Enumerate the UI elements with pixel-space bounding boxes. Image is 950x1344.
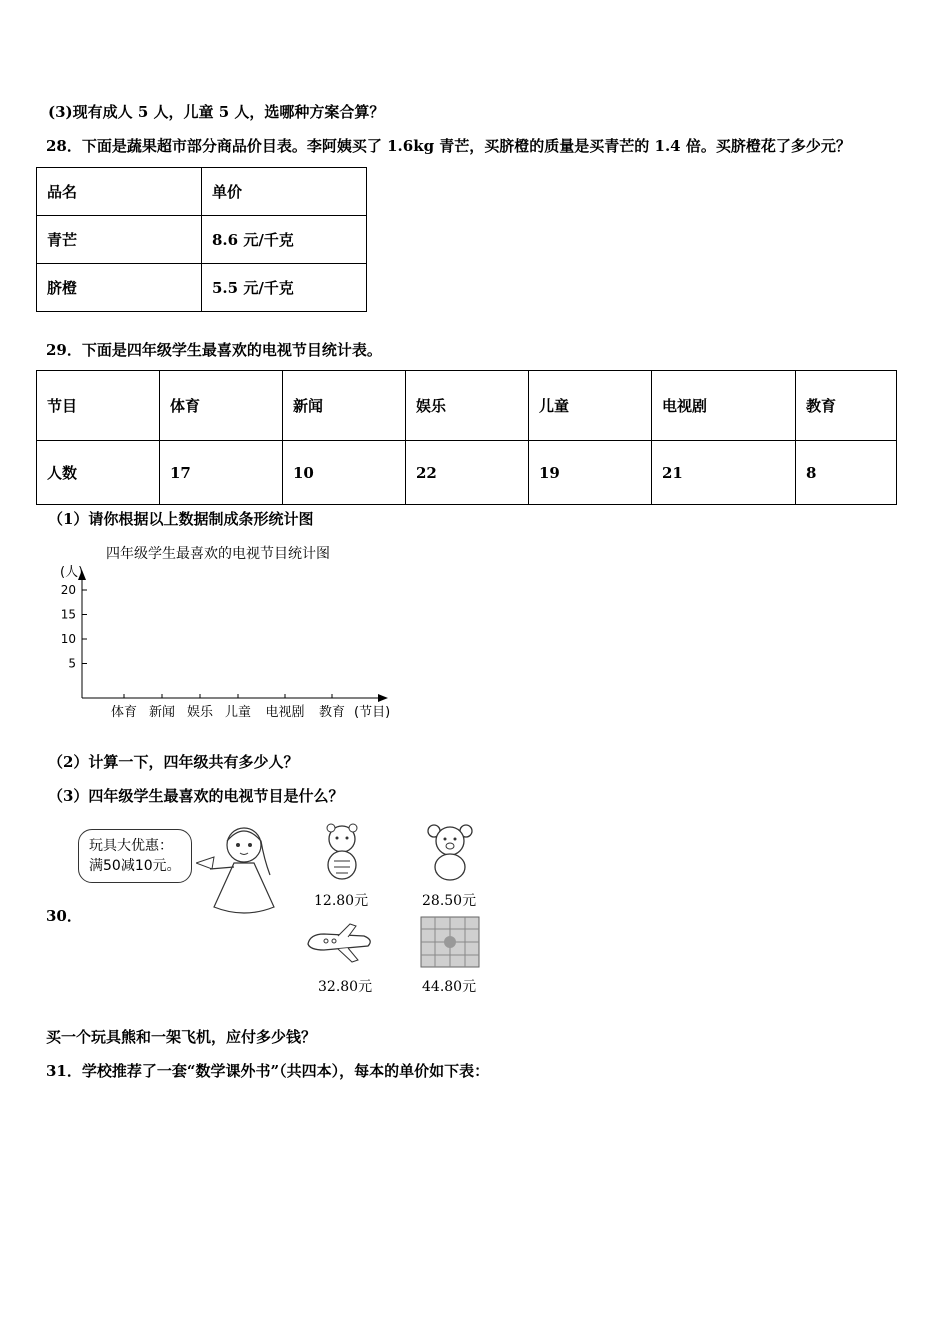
x-tick-label: 电视剧 xyxy=(265,705,305,720)
teddy-bear-icon xyxy=(422,823,478,883)
count-cell: 22 xyxy=(406,441,529,505)
girl-eye xyxy=(248,843,252,847)
x-axis-arrow xyxy=(378,694,388,702)
x-axis-label: (节目) xyxy=(354,705,391,720)
program-table xyxy=(36,370,897,505)
girl-eye xyxy=(236,843,240,847)
girl-illustration xyxy=(196,823,296,918)
puzzle-icon xyxy=(420,916,480,968)
q30-number: 30． xyxy=(46,907,82,925)
program-header-label: 节目 xyxy=(37,371,160,441)
q30-question: 买一个玩具熊和一架飞机，应付多少钱？ xyxy=(46,1028,317,1046)
count-cell: 10 xyxy=(283,441,406,505)
q28-text: 28．下面是蔬果超市部分商品价目表。李阿姨买了 1.6kg 青芒，买脐橙的质量是买青芒的 1.4 倍。买脐橙花了多少元？ xyxy=(46,137,851,155)
price-row-name: 脐橙 xyxy=(37,264,202,312)
count-cell: 17 xyxy=(160,441,283,505)
callout-tail xyxy=(196,857,214,869)
price-label: 44.80元 xyxy=(422,979,477,995)
callout-line: 满50减10元。 xyxy=(89,858,181,874)
count-cell: 19 xyxy=(529,441,652,505)
y-tick-label: 15 xyxy=(60,607,76,622)
tiger-toy-icon xyxy=(314,823,370,883)
price-row-price: 8.6 元/千克 xyxy=(202,216,367,264)
girl-head xyxy=(227,828,261,862)
price-header-name: 品名 xyxy=(37,168,202,216)
girl-dress xyxy=(214,863,274,913)
q29-part3: （3）四年级学生最喜欢的电视节目是什么？ xyxy=(48,787,344,805)
price-table xyxy=(36,167,367,312)
program-name-cell: 电视剧 xyxy=(652,371,796,441)
girl-arm xyxy=(210,867,234,869)
y-axis-label: (人) xyxy=(60,565,84,580)
y-tick-label: 5 xyxy=(68,656,76,671)
price-header-price: 单价 xyxy=(202,168,367,216)
x-tick-label: 体育 xyxy=(110,705,138,720)
discount-callout xyxy=(78,829,192,883)
q29-text: 29．下面是四年级学生最喜欢的电视节目统计表。 xyxy=(46,341,382,359)
q31-text: 31．学校推荐了一套“数学课外书”（共四本），每本的单价如下表： xyxy=(46,1062,490,1080)
x-tick-label: 娱乐 xyxy=(186,705,214,720)
airplane-icon xyxy=(304,922,376,966)
q27-part3: (3)现有成人 5 人，儿童 5 人，选哪种方案合算？ xyxy=(48,103,385,121)
program-name-cell: 体育 xyxy=(160,371,283,441)
count-cell: 21 xyxy=(652,441,796,505)
y-tick-label: 20 xyxy=(60,583,76,597)
price-row-name: 青芒 xyxy=(37,216,202,264)
q29-part1: （1）请你根据以上数据制成条形统计图 xyxy=(48,510,314,528)
q29-part2: （2）计算一下，四年级共有多少人？ xyxy=(48,753,299,771)
bar-chart xyxy=(0,560,400,740)
program-name-cell: 儿童 xyxy=(529,371,652,441)
program-name-cell: 教育 xyxy=(796,371,897,441)
x-tick-label: 教育 xyxy=(318,705,346,720)
price-row-price: 5.5 元/千克 xyxy=(202,264,367,312)
price-label: 28.50元 xyxy=(422,893,477,909)
price-label: 32.80元 xyxy=(318,979,373,995)
x-tick-label: 新闻 xyxy=(148,705,176,720)
callout-line: 玩具大优惠： xyxy=(89,838,173,854)
x-tick-label: 儿童 xyxy=(224,705,252,720)
y-tick-label: 10 xyxy=(60,632,76,646)
count-header-label: 人数 xyxy=(37,441,160,505)
price-label: 12.80元 xyxy=(314,893,369,909)
program-name-cell: 娱乐 xyxy=(406,371,529,441)
count-cell: 8 xyxy=(796,441,897,505)
program-name-cell: 新闻 xyxy=(283,371,406,441)
chart-title: 四年级学生最喜欢的电视节目统计图 xyxy=(106,546,330,562)
